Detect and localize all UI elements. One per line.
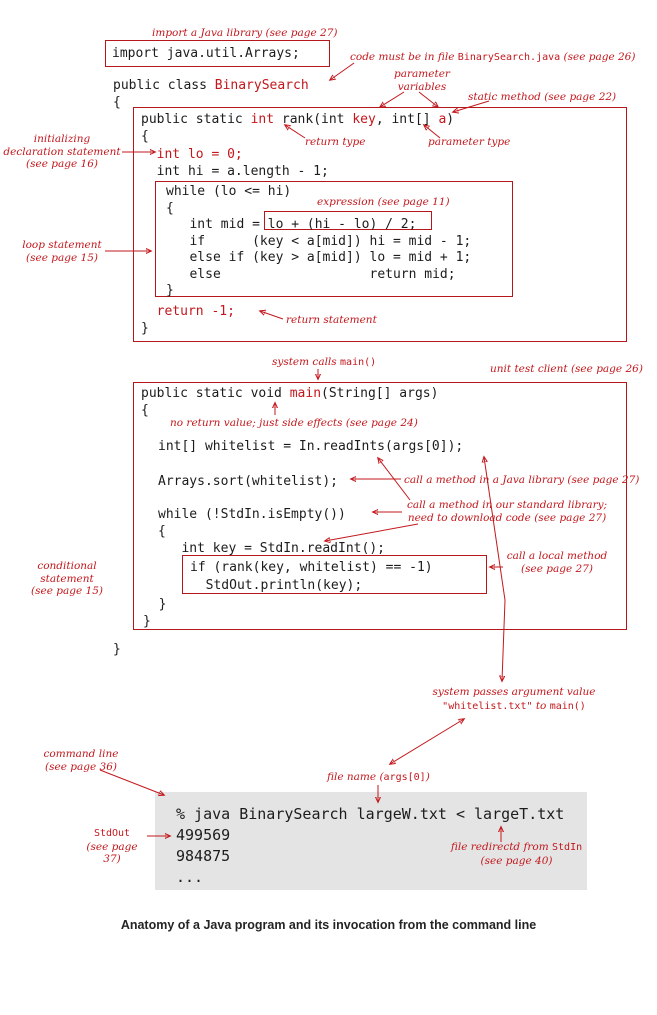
code-main-if: if (rank(key, whitelist) == -1) StdOut.println(key);: [190, 560, 433, 593]
code-whitelist-line: int[] whitelist = In.readInts(args[0]);: [158, 439, 464, 454]
code-main-while: while (!StdIn.isEmpty()) { int key = StdIn.readInt();: [158, 507, 385, 556]
code-sort-line: Arrays.sort(whitelist);: [158, 474, 339, 489]
code-import: import java.util.Arrays;: [112, 46, 300, 61]
annotation-parameter-variables: parameter variables: [394, 68, 450, 93]
annotation-file-name-requirement: code must be in file BinarySearch.java (see page 26): [350, 51, 636, 63]
code-class-close: }: [113, 642, 121, 657]
code-class-declaration: public class BinarySearch {: [113, 78, 309, 110]
terminal-output: % java BinarySearch largeW.txt < largeT.txt 499569 984875 ...: [176, 805, 565, 886]
annotation-initializing-declaration: initializing declaration statement (see page 16): [3, 133, 121, 170]
annotation-conditional-statement: conditional statement (see page 15): [31, 560, 103, 597]
annotation-return-statement: return statement: [286, 314, 377, 326]
annotation-loop-statement: loop statement (see page 15): [22, 239, 102, 264]
annotation-unit-test-client: unit test client (see page 26): [490, 363, 643, 375]
arrow-paramvars-to-a: [419, 92, 438, 107]
annotation-return-type: return type: [305, 136, 366, 148]
annotation-stdout: StdOut (see page 37): [86, 828, 138, 865]
annotation-expression: expression (see page 11): [317, 196, 450, 208]
annotation-java-library-call: call a method in a Java library (see page 27): [404, 474, 640, 486]
annotation-no-return-value: no return value; just side effects (see page 24): [170, 417, 418, 429]
annotation-local-method-call: call a local method (see page 27): [506, 550, 608, 575]
annotation-redirected-stdin: file redirectd from StdIn (see page 40): [450, 841, 583, 867]
annotation-file-name-arg: file name (args[0]): [327, 771, 430, 783]
code-rank-while-loop: while (lo <= hi) { int mid = lo + (hi - lo) / 2; if (key < a[mid]) hi = mid - 1; else if (key > a[mid]) lo = mid + 1; else return mid; }: [166, 184, 472, 298]
annotation-system-calls-main: system calls main(): [272, 356, 377, 368]
code-rank-declarations: int lo = 0; int hi = a.length - 1;: [141, 147, 329, 179]
arrow-paramvars-to-key: [380, 92, 404, 107]
annotation-command-line: command line (see page 36): [43, 748, 119, 773]
annotation-standard-library-call: call a method in our standard library; need to download code (see page 27): [406, 499, 608, 524]
annotation-import-library: import a Java library (see page 27): [152, 27, 338, 39]
arrow-file-to-class: [330, 63, 354, 80]
annotation-static-method: static method (see page 22): [468, 91, 617, 103]
annotation-system-passes-argument: system passes argument value "whitelist.txt" to main(): [432, 686, 596, 712]
code-rank-signature: public static int rank(int key, int[] a) {: [141, 112, 455, 144]
figure-caption: Anatomy of a Java program and its invocation from the command line: [120, 918, 537, 932]
arrow-systempasses-to-filename: [390, 719, 464, 764]
code-rank-return: return -1; }: [141, 304, 235, 336]
code-main-close: } }: [143, 597, 167, 629]
annotation-parameter-type: parameter type: [428, 136, 511, 148]
code-main-signature: public static void main(String[] args) {: [141, 386, 439, 418]
